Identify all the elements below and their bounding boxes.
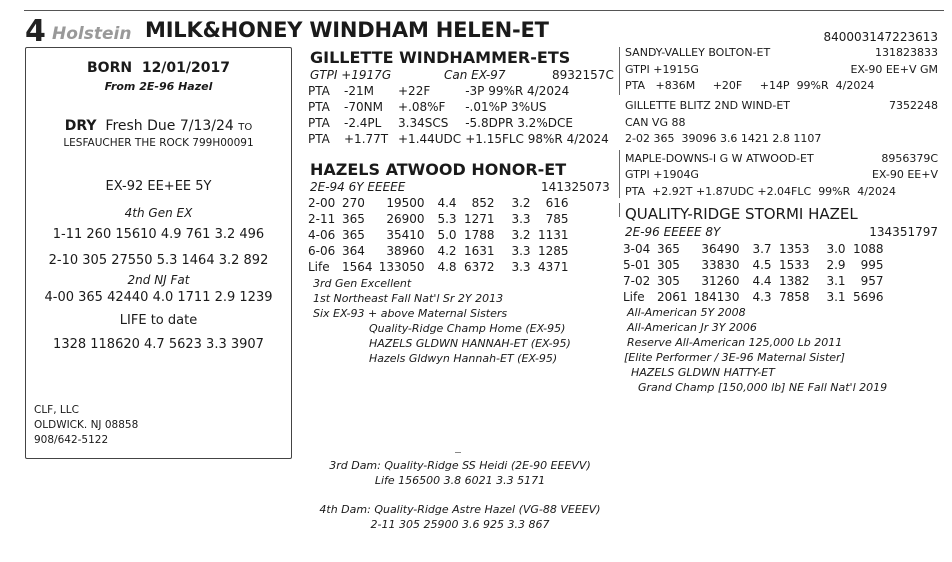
dam-note-1: 3rd Gen Excellent [313,277,412,290]
sire-pta-row-cell: +.08%F [398,100,446,114]
dam-record-row [308,243,573,259]
dam-name: HAZELS ATWOOD HONOR-ET [310,160,567,179]
top-rule [24,10,944,11]
granddam-record-row-cell: 4.5 [752,258,772,272]
dam-record-row-cell: 133050 [378,260,425,274]
dam-reg: 141325073 [541,180,610,194]
dam-record-row-cell: 4-06 [308,228,336,242]
dam-note-3: Six EX-93 + above Maternal Sisters [313,307,508,320]
granddam-record-row-cell: 4.3 [752,290,772,304]
granddam-record-row-cell: Life [623,290,645,304]
dam-record-row-cell: 5.3 [437,212,457,226]
dam-record-row-cell: 6-06 [308,244,336,258]
granddam-record-row-cell: 7858 [779,290,810,304]
granddam-record-row-cell: 957 [860,274,884,288]
dam-record-row-cell: 19500 [386,196,425,210]
granddam-record-row-cell: 31260 [701,274,740,288]
dam-record-row-cell: 1271 [464,212,495,226]
sire-name: GILLETTE WINDHAMMER-ETS [310,48,571,67]
dam-record-row-cell: 26900 [386,212,425,226]
dam-sire-name: MAPLE-DOWNS-I G W ATWOOD-ET [625,152,814,165]
sire-pta-row-cell: -21M [344,84,374,98]
sire-pta-row-cell: 3.34SCS [398,116,449,130]
animal-summary-box [25,47,292,459]
granddam-bar [619,203,620,217]
granddam-note-2: All-American Jr 3Y 2006 [627,321,757,334]
dam-record-row-cell: 1131 [538,228,569,242]
sire-dam-name: GILLETTE BLITZ 2ND WIND-ET [625,99,790,112]
sire-pta-row-cell: PTA [308,116,330,130]
animal-name: MILK&HONEY WINDHAM HELEN-ET [145,18,549,42]
sire-pta-row-cell: -2.4PL [344,116,382,130]
sire-dam-record: 2-02 365 39096 3.6 1421 2.8 1107 [625,132,822,145]
granddam-record-row-cell: 33830 [701,258,740,272]
sire-dam-reg: 7352248 [889,99,938,112]
life-record: 1328 118620 4.7 5623 3.3 3907 [53,337,264,352]
consignor-name: CLF, LLC [34,404,79,416]
sire-pta-row-cell: PTA [308,132,330,146]
dam-record-row-cell: 1564 [342,260,373,274]
granddam-record-row [623,257,888,273]
sire-sire-pta: PTA +836M +20F +14P 99%R 4/2024 [625,79,875,92]
dam-sire-pta: PTA +2.92T +1.87UDC +2.04FLC 99%R 4/2024 [625,185,896,198]
dam-record-row-cell: 365 [342,212,365,226]
dam-record-row-cell: 35410 [386,228,425,242]
granddam-sister-note: Grand Champ [150,000 lb] NE Fall Nat'l 2019 [638,381,888,394]
dam-record-row-cell: 6372 [464,260,495,274]
sire-pta-row-cell: -3P 99%R 4/2024 [465,84,570,98]
granddam-record-row-cell: 36490 [701,242,740,256]
dam-record-row-cell: 3.2 [511,228,531,242]
dam-sire-gtpi: GTPI +1904G [625,168,699,181]
fresh-due: Fresh Due 7/13/24 [105,118,234,134]
sire-sire-reg: 131823833 [875,46,938,59]
sire-pta-row-cell: +1.44UDC [398,132,462,146]
sire-class: Can EX-97 [444,68,506,82]
life-label: LIFE to date [119,313,198,328]
granddam-records-table [623,241,888,305]
granddam-record-row-cell: 305 [657,274,680,288]
granddam-record-row-cell: 2061 [657,290,688,304]
granddam-record-row-cell: 2.9 [826,258,846,272]
sire-sire-gtpi: GTPI +1915G [625,63,699,76]
granddam-class: 2E-96 EEEEE 8Y [625,225,721,239]
third-dam-line: 3rd Dam: Quality-Ridge SS Heidi (2E-90 EEEVV) [329,459,591,472]
dam-record-row [308,227,573,243]
dam-record-row-cell: 852 [471,196,495,210]
dam-sire-bar [619,150,620,198]
born-line [26,60,291,76]
granddam-record-row-cell: 7-02 [623,274,651,288]
dam-record-row-cell: 2-11 [308,212,336,226]
consignor-city: OLDWICK. NJ 08858 [34,419,139,431]
granddam-note-3: Reserve All-American 125,000 Lb 2011 [627,336,843,349]
dam-record-row-cell: 616 [545,196,569,210]
record-3: 4-00 365 42440 4.0 1711 2.9 1239 [44,290,273,305]
sire-pta-row [308,99,629,115]
granddam-record-row-cell: 3.1 [826,290,846,304]
dam-record-row [308,211,573,227]
granddam-record-row [623,241,888,257]
status-line [26,118,291,134]
fourth-dam-record: 2-11 305 25900 3.6 925 3.3 867 [370,518,550,531]
consignor-phone: 908/642-5122 [34,434,109,446]
dam-records-table [308,195,573,275]
breed-label: Holstein [52,24,132,44]
sire-pta-row [308,83,629,99]
granddam-record-row-cell: 305 [657,258,680,272]
dam-record-row-cell: 3.2 [511,196,531,210]
granddam-record-row-cell: 3.0 [826,242,846,256]
generation: 4th Gen EX [124,206,193,220]
granddam-note-4: [Elite Performer / 3E-96 Maternal Sister] [624,351,845,364]
sire-pta-table [308,83,629,147]
dam-record-row-cell: 38960 [386,244,425,258]
from-dam: From 2E-96 Hazel [104,80,213,93]
dam-record-row-cell: 2-00 [308,196,336,210]
dam-record-row-cell: 5.0 [437,228,457,242]
dam-sister-3: Hazels Gldwyn Hannah-ET (EX-95) [369,352,558,365]
sire-sire-bar [619,47,620,95]
dam-record-row-cell: 1631 [464,244,495,258]
granddam-record-row-cell: 1382 [779,274,810,288]
dam-record-row-cell: 3.3 [511,212,531,226]
granddam-record-row-cell: 184130 [693,290,740,304]
sire-pta-row-cell: PTA [308,84,330,98]
granddam-record-row-cell: 5-01 [623,258,651,272]
sire-sire-name: SANDY-VALLEY BOLTON-ET [625,46,771,59]
granddam-record-row [623,289,888,305]
dam-record-row-cell: 3.3 [511,244,531,258]
dam-record-row-cell: 4371 [538,260,569,274]
granddam-record-row-cell: 5696 [853,290,884,304]
born-label: BORN [87,60,133,76]
granddam-record-row-cell: 365 [657,242,680,256]
dam-record-row-cell: 4.4 [437,196,457,210]
dam-record-row [308,259,573,275]
granddam-record-row-cell: 4.4 [752,274,772,288]
fourth-dam-line: 4th Dam: Quality-Ridge Astre Hazel (VG-88 VEEEV) [319,503,601,516]
record-1: 1-11 260 15610 4.9 761 3.2 496 [52,227,265,242]
third-dam-record: Life 156500 3.8 6021 3.3 5171 [374,474,546,487]
dam-record-row-cell: 1788 [464,228,495,242]
sire-pta-row-cell: +1.77T [344,132,389,146]
dam-record-row-cell: 364 [342,244,365,258]
dam-sister-2: HAZELS GLDWN HANNAH-ET (EX-95) [369,337,571,350]
granddam-record-row-cell: 3.7 [752,242,772,256]
granddam-record-row-cell: 1353 [779,242,810,256]
classification: EX-92 EE+EE 5Y [105,179,212,194]
record-2: 2-10 305 27550 5.3 1464 3.2 892 [48,253,269,268]
sire-gtpi: GTPI +1917G [310,68,392,82]
sire-pta-row-cell: -70NM [344,100,383,114]
dam-record-row-cell: 270 [342,196,365,210]
dam-sister-1: Quality-Ridge Champ Home (EX-95) [369,322,566,335]
sire-pta-row [308,115,629,131]
sire-pta-row-cell: +1.15FLC 98%R 4/2024 [465,132,609,146]
granddam-record-row-cell: 3.1 [826,274,846,288]
granddam-record-row-cell: 3-04 [623,242,651,256]
sire-dam-class: CAN VG 88 [625,116,686,129]
granddam-record-row-cell: 995 [860,258,884,272]
dam-record-row-cell: 365 [342,228,365,242]
dam-sire-reg: 8956379C [881,152,938,165]
dam-record-row-cell: 4.8 [437,260,457,274]
granddam-record-row-cell: 1088 [853,242,884,256]
status-dry: DRY [64,118,97,134]
granddam-record-row [623,273,888,289]
dam-record-row-cell: 3.3 [511,260,531,274]
award: 2nd NJ Fat [127,273,190,287]
dam-record-row-cell: 1285 [538,244,569,258]
dam-record-row-cell: Life [308,260,330,274]
dam-class: 2E-94 6Y EEEEE [310,180,406,194]
sire-reg: 8932157C [552,68,614,82]
granddam-sister: HAZELS GLDWN HATTY-ET [631,366,775,379]
dam-record-row-cell: 4.2 [437,244,457,258]
dam-sire-class: EX-90 EE+V [871,168,938,181]
sire-pta-row-cell: +22F [398,84,431,98]
dam-record-row [308,195,573,211]
sire-pta-row [308,131,629,147]
registration-number: 840003147223613 [823,30,938,44]
to-label: TO [238,122,253,133]
dam-note-2: 1st Northeast Fall Nat'l Sr 2Y 2013 [313,292,504,305]
granddam-reg: 134351797 [869,225,938,239]
sire-pta-row-cell: -5.8DPR 3.2%DCE [465,116,573,130]
born-date: 12/01/2017 [141,60,230,76]
granddam-record-row-cell: 1533 [779,258,810,272]
lot-number: 4 [25,14,46,49]
granddam-name: QUALITY-RIDGE STORMI HAZEL [625,205,858,223]
service-sire: LESFAUCHER THE ROCK 799H00091 [63,137,254,149]
sire-pta-row-cell: -.01%P 3%US [465,100,547,114]
dam-record-row-cell: 785 [545,212,569,226]
granddam-note-1: All-American 5Y 2008 [627,306,746,319]
sire-pta-row-cell: PTA [308,100,330,114]
separator-dash [455,452,461,453]
sire-sire-class: EX-90 EE+V GM [850,63,938,76]
